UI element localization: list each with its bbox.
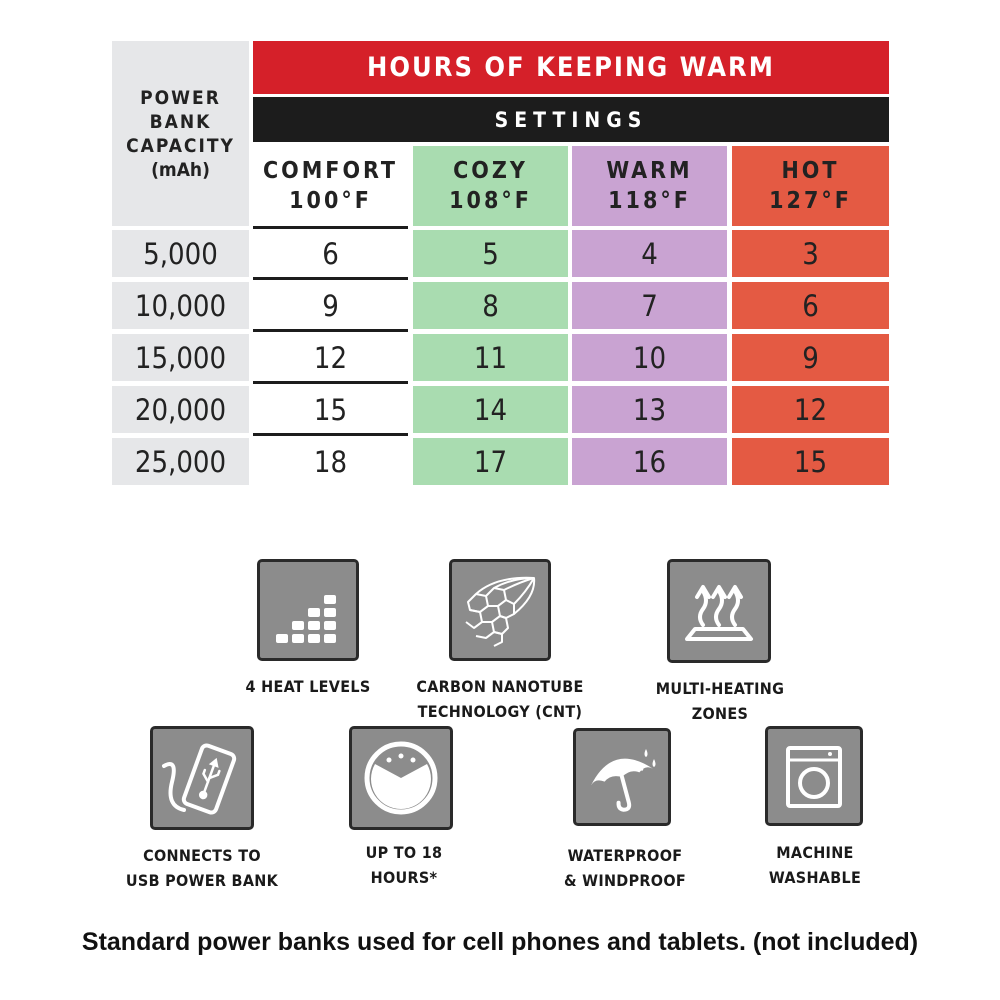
capacity-cell: 15,000 [112, 334, 249, 381]
setting-temp: 118°F [608, 188, 691, 214]
hours-cell: 14 [413, 386, 568, 433]
hours-cell: 13 [572, 386, 727, 433]
setting-temp: 100°F [289, 188, 372, 214]
setting-name: WARM [606, 158, 693, 184]
footer-note: Standard power banks used for cell phones and tablets. (not included) [81, 928, 919, 956]
multi-heating-zones-icon [667, 559, 771, 663]
feature-label [218, 674, 398, 699]
hours-cell: 8 [413, 282, 568, 329]
setting-cozy [413, 146, 568, 226]
hours-cell: 6 [732, 282, 889, 329]
hours-cell: 11 [413, 334, 568, 381]
feature-label-line: MULTI-HEATING [655, 679, 785, 698]
capacity-header [112, 41, 249, 226]
carbon-nanotube-icon [449, 559, 551, 661]
feature-label-line: & WINDPROOF [563, 871, 687, 890]
feature-label [630, 676, 810, 726]
hours-cell: 9 [253, 282, 408, 329]
hours-cell: 9 [732, 334, 889, 381]
divider [253, 381, 408, 384]
feature-label-line: CARBON NANOTUBE [416, 677, 584, 696]
setting-hot [732, 146, 889, 226]
setting-temp: 127°F [769, 188, 852, 214]
divider [253, 226, 408, 229]
feature-label-line: 4 HEAT LEVELS [245, 677, 371, 696]
capacity-cell: 25,000 [112, 438, 249, 485]
capacity-cell: 5,000 [112, 230, 249, 277]
heat-levels-icon [257, 559, 359, 661]
capacity-cell: 10,000 [112, 282, 249, 329]
feature-label [405, 674, 595, 724]
washing-machine-icon [765, 726, 863, 826]
feature-label-line: WATERPROOF [567, 846, 683, 865]
feature-label [535, 843, 715, 893]
hours-cell: 15 [732, 438, 889, 485]
capacity-header-line: POWER [140, 86, 221, 109]
hours-cell: 10 [572, 334, 727, 381]
setting-warm [572, 146, 727, 226]
setting-name: COZY [453, 158, 528, 184]
hours-cell: 12 [253, 334, 408, 381]
hours-cell: 3 [732, 230, 889, 277]
hours-cell: 12 [732, 386, 889, 433]
setting-comfort [253, 146, 408, 226]
feature-label-line: ZONES [691, 704, 749, 723]
feature-label [725, 840, 905, 890]
setting-temp: 108°F [449, 188, 532, 214]
hours-cell: 18 [253, 438, 408, 485]
feature-label [112, 843, 292, 893]
divider [253, 329, 408, 332]
capacity-header-line: BANK [149, 110, 212, 133]
divider [253, 433, 408, 436]
feature-label-line: WASHABLE [768, 868, 862, 887]
setting-name: COMFORT [262, 158, 399, 184]
settings-header: SETTINGS [253, 97, 889, 142]
setting-name: HOT [781, 158, 840, 184]
feature-label-line: USB POWER BANK [125, 871, 279, 890]
hours-cell: 5 [413, 230, 568, 277]
feature-label-line: CONNECTS TO [143, 846, 261, 865]
hours-cell: 7 [572, 282, 727, 329]
feature-label-line: TECHNOLOGY (CNT) [417, 702, 583, 721]
hours-cell: 15 [253, 386, 408, 433]
hours-cell: 16 [572, 438, 727, 485]
hours-cell: 17 [413, 438, 568, 485]
divider [253, 277, 408, 280]
capacity-cell: 20,000 [112, 386, 249, 433]
umbrella-icon [573, 728, 671, 826]
feature-label-line: UP TO 18 [365, 843, 443, 862]
capacity-header-line: CAPACITY [126, 134, 235, 157]
usb-power-bank-icon [150, 726, 254, 830]
timer-icon [349, 726, 453, 830]
hours-cell: 4 [572, 230, 727, 277]
feature-label [314, 840, 494, 890]
feature-label-line: HOURS* [370, 868, 438, 887]
hours-cell: 6 [253, 230, 408, 277]
table-title: HOURS OF KEEPING WARM [253, 41, 889, 94]
feature-label-line: MACHINE [776, 843, 854, 862]
capacity-header-line: (mAh) [151, 158, 210, 181]
